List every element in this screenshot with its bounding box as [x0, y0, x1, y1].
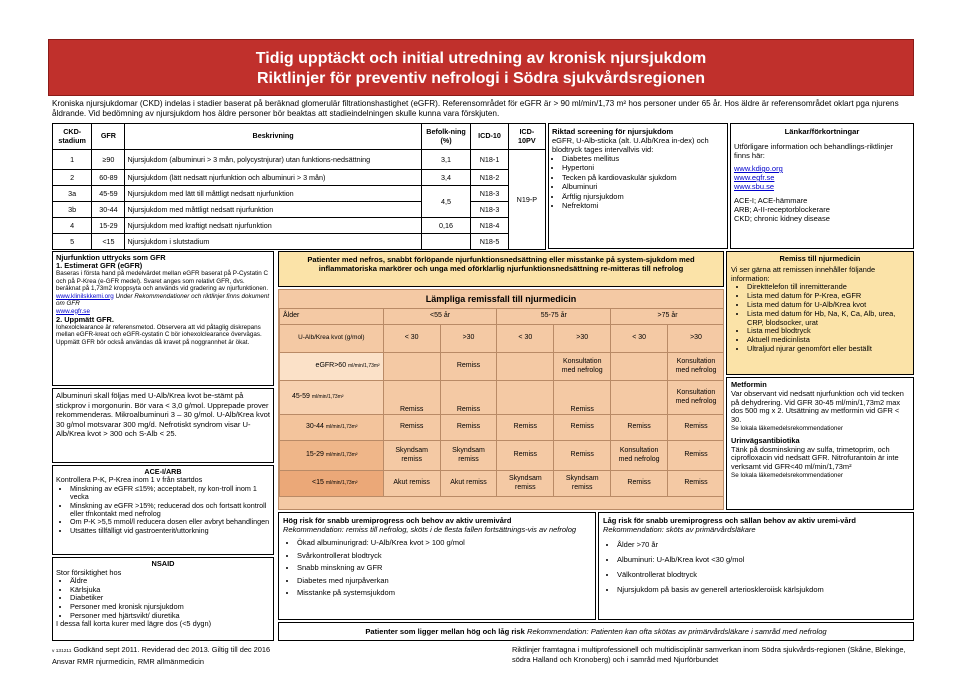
- ref-cell: Remiss: [668, 415, 724, 441]
- referral-table: [278, 289, 724, 510]
- gfr-t2: Iohexolclearance är referensmetod. Observera att vid påtaglig diskrepans mellan eGFR-kreat och eGFR-cystatin C bör iohexolclearance övervägas. Uppmätt GFR bör också användas då kravet på noggrannhet är ökat.: [56, 323, 262, 346]
- icd-3b: N18-3: [471, 202, 508, 218]
- gfr-box: [52, 251, 274, 386]
- footer-line-1: Godkänd sept 2011. Reviderad dec 2013. Giltig till dec 2016: [73, 645, 271, 654]
- screening-box: [548, 123, 728, 249]
- nsaid-footer: I dessa fall korta kurer med lägre dos (<5 dygn): [56, 619, 212, 629]
- icd-pv: N19-P: [508, 150, 545, 250]
- row-label-4: 15-29: [306, 451, 324, 459]
- version: v 131211: [52, 649, 72, 654]
- row-unit: ml/min/1,73m²: [325, 452, 358, 459]
- screening-list: [562, 154, 724, 210]
- pop-4: 0,16: [421, 218, 471, 234]
- list-item: • Diabetiker: [70, 594, 270, 603]
- age-lt55: <55 år: [383, 309, 497, 325]
- list-item: • Hypertoni: [562, 163, 724, 172]
- abbr-3: CKD; chronic kidney disease: [734, 214, 830, 223]
- urin-note: Se lokala läkemedelsrekommendationer: [731, 471, 844, 479]
- link-sbu[interactable]: www.sbu.se: [734, 182, 775, 191]
- col-stage: CKD-stadium: [53, 124, 92, 150]
- list-item: • Äldre: [70, 577, 270, 586]
- ref-cell: Remiss: [554, 381, 611, 415]
- list-item: • Diabetes mellitus: [562, 154, 724, 163]
- ref-cell: Konsultation med nefrolog: [668, 381, 724, 415]
- list-item: • Utsättes tillfälligt vid gastroenterit/uttorkning: [70, 527, 270, 535]
- col-desc: Beskrivning: [125, 124, 421, 150]
- list-item: • Om P-K >5,5 mmol/l reducera dosen eller avbryt behandlingen: [70, 518, 270, 526]
- list-item: • Lista med blodtryck: [747, 327, 909, 336]
- desc-3a: Njursjukdom med lätt till måttligt nedsatt njurfunktion: [125, 186, 421, 202]
- ref-cell: Remiss: [554, 441, 611, 471]
- intro-text: Kroniska njursjukdomar (CKD) indelas i stadier baserat på beräknad glomerulär filtrationshastighet (eGFR). Referensområdet för eGFR är > 90 ml/min/1,73 m² hos personer under 65 år. Hos äldre är referensområdet oklart pga njurens åldrande. Vid bedömning av njursjukdom hos äldre personer bör beaktas att stadieindelningen skulle kunna vara förskjuten.: [52, 99, 899, 118]
- list-item: • Albuminuri: [562, 182, 724, 191]
- abbr-1: ACE-I; ACE-hämmare: [734, 196, 808, 205]
- ace-title: ACE-I/ARB: [144, 467, 182, 476]
- ref-cell: [611, 353, 668, 381]
- pop-5: [421, 234, 471, 250]
- ref-cell: Remiss: [497, 415, 554, 441]
- col-gfr: GFR: [92, 124, 125, 150]
- screening-text: eGFR, U-Alb-sticka (alt. U.Alb/Krea in-dex) och blodtryck tages intervallvis vid:: [552, 136, 709, 154]
- referral-top: Patienter med nefros, snabbt förlöpande njurfunktionsnedsättning eller misstanke på system-sjukdom med inflammatoriska markörer och unga med oförklarlig njurfunktionsnedsättning re-mitteras till nefrolog: [278, 251, 724, 287]
- ref-cell: Remiss: [611, 415, 668, 441]
- title-line-2: Riktlinjer för preventiv nefrologi i Södra sjukvårdsregionen: [256, 70, 706, 87]
- albumin-text: Albuminuri skall följas med U-Alb/Krea kvot be-stämt på stickprov i morgonurin. Bör vara < 3,0 g/mol. Upprepade prover rekommenderas. Mikroalbuminuri 3 – 30 g/mol. U-Alb/Krea kvot 30 g/mol motsvarar 300 mg/d. Nefrotiskt syndrom visar U-Alb/Krea kvot > 300 och S-Alb < 25.: [56, 391, 270, 439]
- urin-text: Tänk på dosminskning av sulfa, trimetoprim, och ciprofloxacin vid nedsatt GFR. Nitrofurantoin är inte verksamt vid GFR<40 ml/min/1,73m²: [731, 444, 899, 472]
- ref-cell: Remiss: [440, 415, 497, 441]
- stage-5: 5: [53, 234, 92, 250]
- ref-cell: [497, 381, 554, 415]
- list-item: • Aktuell medicinlista: [747, 336, 909, 345]
- ref-cell: Remiss: [440, 381, 497, 415]
- link-klinkem[interactable]: www.klinilskkemi.org: [56, 292, 114, 300]
- desc-1: Njursjukdom (albuminuri > 3 mån, polycystnjurar) utan funktions-nedsättning: [125, 150, 421, 170]
- ref-cell: [611, 381, 668, 415]
- footer-right: Riktlinjer framtagna i multiprofessionell och multidisciplinär samverkan inom Södra sjukvårds-regionen (Skåne, Blekinge, södra Halland och Kronoberg) och i samråd med Njurförbundet: [512, 645, 906, 664]
- kvot-4: >30: [554, 325, 611, 353]
- list-item: • Ålder >70 år: [617, 537, 909, 552]
- remiss-title: Remiss till njurmedicin: [779, 254, 861, 263]
- ref-cell: Akut remiss: [383, 471, 440, 497]
- ref-cell: Remiss: [554, 415, 611, 441]
- age-55-75: 55-75 år: [497, 309, 611, 325]
- row-unit: ml/min/1,73m²: [311, 394, 344, 401]
- list-item: • Ökad albuminurigrad: U-Alb/Krea kvot > 100 g/mol: [297, 537, 591, 550]
- links-text: Utförligare information och behandlings-riktlinjer finns här:: [734, 142, 893, 160]
- kvot-label: U-Alb/Krea kvot (g/mol): [280, 325, 384, 353]
- col-icdpv: ICD-10PV: [508, 124, 545, 150]
- between-rec: Rekommendation: Patienten kan ofta skötas av primärvårdsläkare i samråd med nefrolog: [526, 627, 827, 636]
- ref-cell: Remiss: [383, 415, 440, 441]
- age-label: Ålder: [280, 309, 384, 325]
- list-item: • Nefrektomi: [562, 201, 724, 210]
- pop-2: 3,4: [421, 170, 471, 186]
- ref-cell: Skyndsam remiss: [554, 471, 611, 497]
- gfr-2: 60-89: [92, 170, 125, 186]
- list-item: • Lista med datum för Hb, Na, K, Ca, Alb, urea, CRP, blodsocker, urat: [747, 310, 909, 328]
- drugs-box: [726, 377, 914, 510]
- gfr-t1b: Under Rekommendationer och riktlinjer finns dokument om GFR: [56, 292, 270, 307]
- nsaid-list: [70, 577, 270, 620]
- stage-3a: 3a: [53, 186, 92, 202]
- list-item: • Ultraljud njurar genomfört eller beställt: [747, 345, 909, 354]
- desc-5: Njursjukdom i slutstadium: [125, 234, 421, 250]
- link-kdigo[interactable]: www.kdigo.org: [734, 164, 783, 173]
- high-risk-box: [278, 512, 596, 620]
- stage-3b: 3b: [53, 202, 92, 218]
- remiss-box: [726, 251, 914, 375]
- icd-3a: N18-3: [471, 186, 508, 202]
- gfr-3a: 45-59: [92, 186, 125, 202]
- list-item: • Direkttelefon till inremitterande: [747, 283, 909, 292]
- footer-left: [52, 645, 352, 666]
- low-risk-title: Låg risk för snabb uremiprogress och sällan behov av aktiv uremi-vård: [603, 516, 857, 525]
- between-bold: Patienter som ligger mellan hög och låg risk: [365, 627, 525, 636]
- link-egfr-2[interactable]: www.egfr.se: [56, 307, 90, 315]
- nsaid-text: Stor försiktighet hos: [56, 567, 122, 577]
- list-item: • Minskning av eGFR ≤15%; acceptabelt, ny kon-troll inom 1 vecka: [70, 485, 270, 502]
- ref-cell: Remiss: [383, 381, 440, 415]
- list-item: • Svårkontrollerat blodtryck: [297, 550, 591, 563]
- high-risk-list: [297, 537, 591, 600]
- list-item: • Misstanke på systemsjukdom: [297, 587, 591, 600]
- metformin-text: Var observant vid nedsatt njurfunktion och vid tecken på dehydrering. Vid GFR 30-45 ml/min/1,73m2 max dos 500 mg x 2. Utsättning av metformin vid GFR < 30.: [731, 388, 904, 425]
- abbr-2: ARB; A-II-receptorblockerare: [734, 205, 830, 214]
- metformin-note: Se lokala läkemedelsrekommendationer: [731, 424, 844, 432]
- ckd-stage-table: [52, 123, 546, 250]
- low-risk-box: [598, 512, 914, 620]
- nsaid-title: NSAID: [151, 559, 175, 568]
- desc-3b: Njursjukdom med måttligt nedsatt njurfunktion: [125, 202, 421, 218]
- between-box: [278, 622, 914, 641]
- ref-cell: [497, 353, 554, 381]
- kvot-5: < 30: [611, 325, 668, 353]
- desc-4: Njursjukdom med kraftigt nedsatt njurfunktion: [125, 218, 421, 234]
- ref-cell: Skyndsam remiss: [383, 441, 440, 471]
- stage-4: 4: [53, 218, 92, 234]
- ref-cell: Akut remiss: [440, 471, 497, 497]
- ref-cell: Skyndsam remiss: [440, 441, 497, 471]
- row-unit: ml/min/1,73m²: [325, 480, 358, 487]
- referral-title: Lämpliga remissfall till njurmedicin: [425, 294, 577, 304]
- high-risk-rec: Rekommendation: remiss till nefrolog, sköts i de flesta fallen fortsättnings-vis av nefrolog: [283, 525, 577, 534]
- kvot-6: >30: [668, 325, 724, 353]
- ref-cell: Konsultation med nefrolog: [554, 353, 611, 381]
- list-item: • Ärftlig njursjukdom: [562, 192, 724, 201]
- ref-cell: Skyndsam remiss: [497, 471, 554, 497]
- remiss-text: Vi ser gärna att remissen innehåller följande information:: [731, 264, 876, 283]
- ace-box: [52, 465, 274, 555]
- list-item: • Njursjukdom på basis av generell arterioskleroiisk kärlsjukdom: [617, 582, 909, 597]
- icd-2: N18-2: [471, 170, 508, 186]
- ref-cell: Remiss: [668, 471, 724, 497]
- list-item: • Kärlsjuka: [70, 586, 270, 595]
- urin-title: Urinvägsantibiotika: [731, 435, 800, 445]
- screening-title: Riktad screening för njursjukdom: [552, 127, 674, 136]
- ref-cell: [383, 353, 440, 381]
- row-label-3: 30-44: [306, 423, 324, 431]
- kvot-1: < 30: [383, 325, 440, 353]
- title-line-1: Tidig upptäckt och initial utredning av kronisk njursjukdom: [255, 50, 707, 67]
- gfr-h1: 1. Estimerat GFR (eGFR): [56, 261, 143, 270]
- icd-4: N18-4: [471, 218, 508, 234]
- stage-2: 2: [53, 170, 92, 186]
- gfr-5: <15: [92, 234, 125, 250]
- nsaid-box: [52, 557, 274, 641]
- row-label-1: eGFR>60: [315, 362, 347, 370]
- kvot-2: >30: [440, 325, 497, 353]
- list-item: • Personer med kronisk njursjukdom: [70, 603, 270, 612]
- list-item: • Personer med hjärtsvikt/ diuretika: [70, 612, 270, 621]
- icd-1: N18-1: [471, 150, 508, 170]
- stage-1: 1: [53, 150, 92, 170]
- row-label-2: 45-59: [292, 393, 310, 401]
- row-unit: ml/min/1,73m²: [325, 424, 358, 431]
- low-risk-list: [617, 537, 909, 597]
- albumin-box: [52, 388, 274, 463]
- high-risk-title: Hög risk för snabb uremiprogress och behov av aktiv uremivård: [283, 516, 512, 525]
- list-item: • Albuminuri: U-Alb/Krea kvot <30 g/mol: [617, 552, 909, 567]
- gfr-3b: 30-44: [92, 202, 125, 218]
- list-item: • Lista med datum för P-Krea, eGFR: [747, 292, 909, 301]
- ref-cell: Remiss: [611, 471, 668, 497]
- links-box: [730, 123, 914, 249]
- row-unit: ml/min/1,73m²: [348, 363, 380, 370]
- col-icd: ICD-10: [471, 124, 508, 150]
- icd-5: N18-5: [471, 234, 508, 250]
- row-label-5: <15: [312, 479, 324, 487]
- ref-cell: Konsultation med nefrolog: [611, 441, 668, 471]
- pop-1: 3,1: [421, 150, 471, 170]
- link-egfr[interactable]: www.egfr.se: [734, 173, 775, 182]
- col-pop: Befolk-ning (%): [421, 124, 471, 150]
- ref-cell: Remiss: [440, 353, 497, 381]
- gfr-1: ≥90: [92, 150, 125, 170]
- title-banner: [48, 39, 914, 96]
- list-item: • Diabetes med njurpåverkan: [297, 575, 591, 588]
- age-gt75: >75 år: [611, 309, 724, 325]
- list-item: • Tecken på kardiovaskulär sjukdom: [562, 173, 724, 182]
- remiss-list: [747, 283, 909, 353]
- list-item: • Lista med datum för U-Alb/Krea kvot: [747, 301, 909, 310]
- low-risk-rec: Rekommendation: sköts av primärvårdsläkare: [603, 525, 756, 534]
- ref-cell: Konsultation med nefrolog: [668, 353, 724, 381]
- list-item: • Minskning av eGFR >15%; reducerad dos och fortsatt kontroll eller tfnkontakt med nefrolog: [70, 502, 270, 519]
- pop-3: 4,5: [421, 186, 471, 218]
- metformin-title: Metformin: [731, 380, 767, 389]
- list-item: • Snabb minskning av GFR: [297, 562, 591, 575]
- ace-list: [70, 485, 270, 535]
- ref-cell: Remiss: [497, 441, 554, 471]
- list-item: • Välkontrollerat blodtryck: [617, 567, 909, 582]
- ref-cell: Remiss: [668, 441, 724, 471]
- desc-2: Njursjukdom (lätt nedsatt njurfunktion och albuminuri > 3 mån): [125, 170, 421, 186]
- kvot-3: < 30: [497, 325, 554, 353]
- gfr-title: Njurfunktion uttrycks som GFR: [56, 253, 166, 262]
- gfr-h2: 2. Uppmätt GFR.: [56, 314, 114, 324]
- links-title: Länkar/förkortningar: [784, 127, 860, 136]
- ace-text: Kontrollera P-K, P-Krea inom 1 v från startdos: [56, 475, 203, 485]
- gfr-4: 15-29: [92, 218, 125, 234]
- gfr-t1: Baseras i första hand på medelvärdet mellan eGFR baserat på P-Cystatin C och på P-Krea (e-GFR medel). Svaret anges som relativt GFR, dvs. beräknat på 1,73m2 kroppsyta och används vid gradering av njurfunktionen.: [56, 270, 269, 292]
- footer-line-2: Ansvar RMR njurmedicin, RMR allmänmedicin: [52, 656, 204, 666]
